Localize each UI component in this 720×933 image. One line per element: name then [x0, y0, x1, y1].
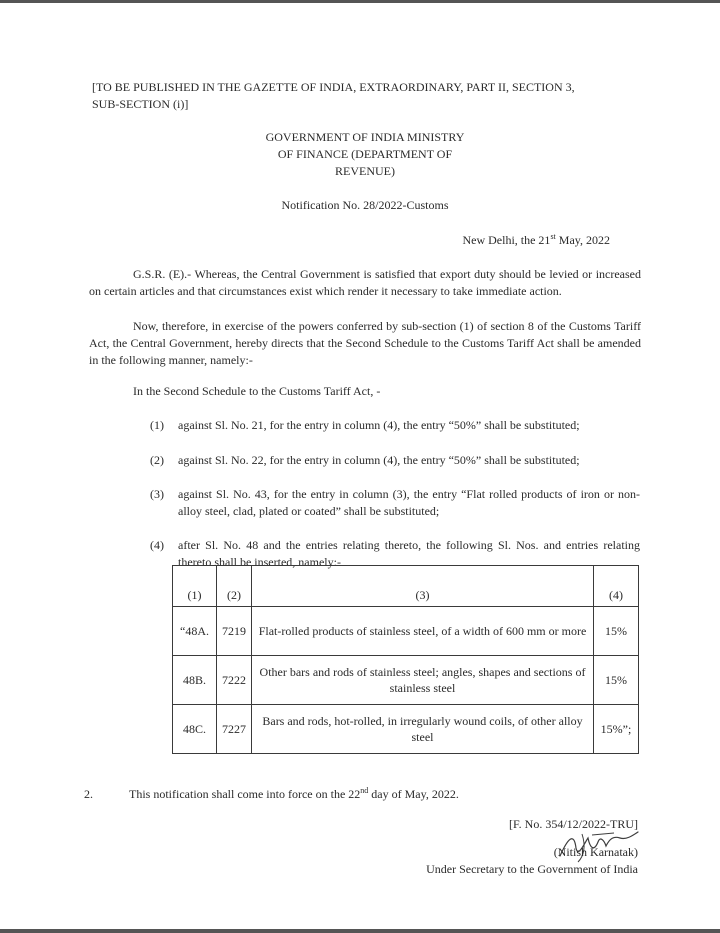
serial-number-cell: 48B.: [173, 656, 217, 705]
date-prefix: New Delhi, the 21: [462, 233, 551, 247]
commencement-superscript: nd: [360, 786, 369, 795]
signatory-name: (Nitish Karnatak): [553, 845, 638, 859]
amendment-item: [150, 486, 640, 520]
gazette-header: [92, 79, 612, 113]
table-row: [173, 705, 639, 754]
paragraph-commencement: [129, 786, 609, 803]
tariff-code-cell: 7222: [217, 656, 252, 705]
rate-cell: 15%: [594, 607, 639, 656]
ministry-line-3: REVENUE): [335, 164, 395, 178]
scan-bottom-edge: [0, 929, 720, 933]
scan-top-edge: [0, 0, 720, 3]
rate-cell: 15%”;: [594, 705, 639, 754]
table-header-cell: (2): [217, 566, 252, 607]
paragraph-2-number: 2.: [84, 787, 93, 801]
date-suffix: May, 2022: [555, 233, 610, 247]
table-header-cell: (1): [173, 566, 217, 607]
amendment-item-text: against Sl. No. 21, for the entry in column (4), the entry “50%” shall be substituted;: [178, 418, 580, 432]
amendment-item-text: after Sl. No. 48 and the entries relating thereto, the following Sl. Nos. and entries relating thereto shall be inserted, namely:-: [178, 538, 640, 569]
notification-number: Notification No. 28/2022-Customs: [281, 198, 449, 212]
description-cell: Flat-rolled products of stainless steel, of a width of 600 mm or more: [252, 607, 594, 656]
gazette-header-line-2: SUB-SECTION (i)]: [92, 97, 189, 111]
tariff-table: [172, 565, 639, 754]
signatory-designation: Under Secretary to the Government of India: [426, 862, 638, 876]
tariff-code-cell: 7227: [217, 705, 252, 754]
commencement-suffix: day of May, 2022.: [368, 787, 459, 801]
gazette-header-line-1: [TO BE PUBLISHED IN THE GAZETTE OF INDIA, EXTRAORDINARY, PART II, SECTION 3,: [92, 80, 575, 94]
serial-number-cell: 48C.: [173, 705, 217, 754]
file-number: [F. No. 354/12/2022-TRU]: [508, 817, 638, 831]
table-header-cell: (4): [594, 566, 639, 607]
ministry-line-2: OF FINANCE (DEPARTMENT OF: [277, 147, 453, 161]
description-cell: Other bars and rods of stainless steel; angles, shapes and sections of stainless steel: [252, 656, 594, 705]
description-cell: Bars and rods, hot-rolled, in irregularly wound coils, of other alloy steel: [252, 705, 594, 754]
commencement-prefix: This notification shall come into force on the 22: [129, 787, 361, 801]
amendment-item: [150, 417, 640, 434]
paragraph-gsr: G.S.R. (E).- Whereas, the Central Government is satisfied that export duty should be levied or increased on certain articles and that circumstances exist which render it necessary to take immediate action.: [89, 267, 641, 298]
amendment-item-text: against Sl. No. 22, for the entry in column (4), the entry “50%” shall be substituted;: [178, 453, 580, 467]
amendment-item: [150, 452, 640, 469]
serial-number-cell: “48A.: [173, 607, 217, 656]
amendment-item-text: against Sl. No. 43, for the entry in column (3), the entry “Flat rolled products of iron or non-alloy steel, clad, plated or coated” shall be substituted;: [178, 487, 640, 518]
table-header-cell: (3): [252, 566, 594, 607]
ministry-title: [200, 129, 530, 180]
paragraph-schedule-intro: In the Second Schedule to the Customs Tariff Act, -: [133, 384, 381, 398]
amendment-item-number: (4): [150, 538, 164, 552]
table-row: [173, 607, 639, 656]
rate-cell: 15%: [594, 656, 639, 705]
amendment-item-number: (2): [150, 453, 164, 467]
tariff-code-cell: 7219: [217, 607, 252, 656]
amendment-item-number: (1): [150, 418, 164, 432]
place-date: [380, 232, 610, 249]
ministry-line-1: GOVERNMENT OF INDIA MINISTRY: [265, 130, 465, 144]
table-header-row: [173, 566, 639, 607]
date-superscript: st: [550, 232, 556, 241]
paragraph-powers: Now, therefore, in exercise of the powers conferred by sub-section (1) of section 8 of the Customs Tariff Act, the Central Government, hereby directs that the Second Schedule to the Customs Tariff Act shall be amended in the following manner, namely:-: [89, 319, 641, 367]
table-row: [173, 656, 639, 705]
amendment-item-number: (3): [150, 487, 164, 501]
